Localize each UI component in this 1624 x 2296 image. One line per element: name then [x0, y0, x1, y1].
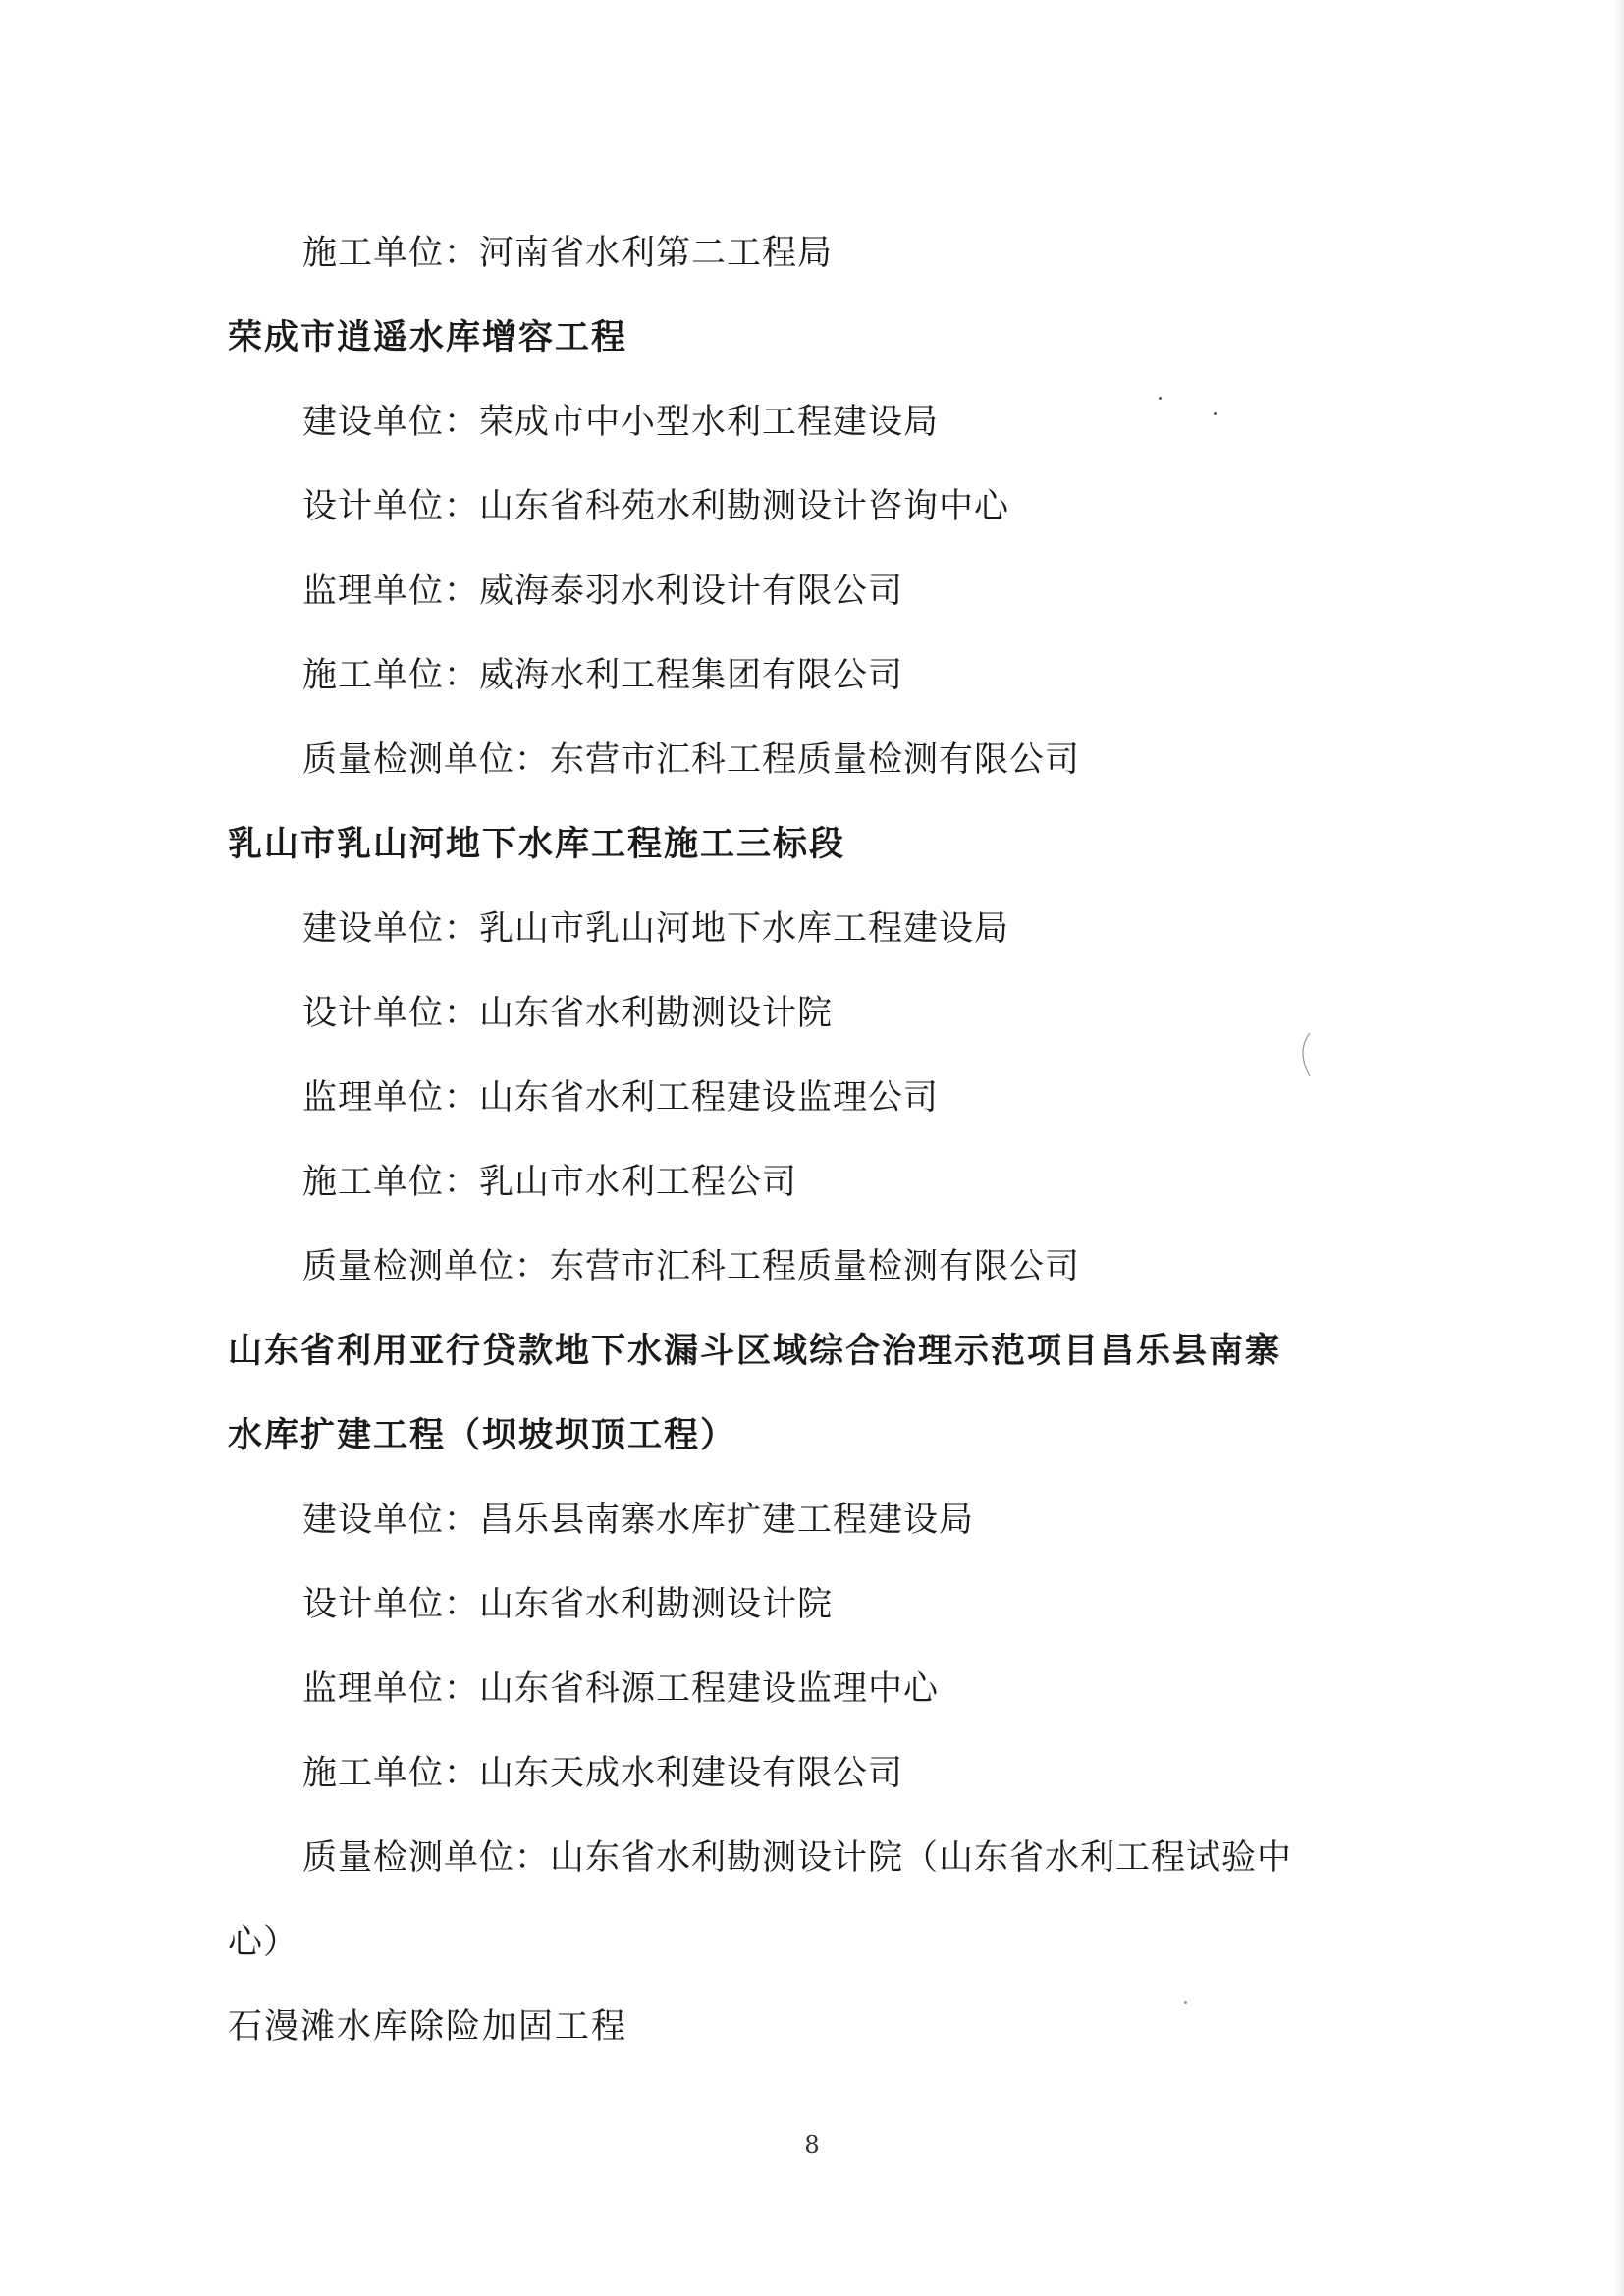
entry-value: 威海水利工程集团有限公司	[479, 656, 904, 695]
project-title: 荣成市逍遥水库增容工程	[228, 318, 628, 357]
entry-value: 昌乐县南寨水库扩建工程建设局	[479, 1501, 975, 1540]
entry-line	[228, 1225, 1386, 1309]
entry-value: 乳山市水利工程公司	[479, 1163, 798, 1202]
page-number: 8	[804, 2131, 820, 2159]
entry-value: 山东省水利工程建设监理公司	[479, 1078, 940, 1118]
entry-line	[228, 1816, 1386, 1900]
scan-speck	[1214, 412, 1217, 415]
entry-label: 建设单位：	[302, 1501, 480, 1540]
entry-line	[228, 211, 1386, 296]
entry-label: 监理单位：	[302, 1669, 480, 1709]
project-title-line-1: 山东省利用亚行贷款地下水漏斗区域综合治理示范项目昌乐县南寨	[228, 1332, 1282, 1371]
entry-label: 施工单位：	[302, 1163, 480, 1202]
entry-label: 监理单位：	[302, 572, 480, 611]
entry-value: 荣成市中小型水利工程建设局	[479, 403, 940, 442]
entry-label: 设计单位：	[302, 487, 480, 526]
entry-line	[228, 1056, 1386, 1140]
entry-line	[228, 887, 1386, 971]
scan-mark	[1294, 1031, 1314, 1080]
entry-value: 山东省水利勘测设计院	[479, 1585, 834, 1624]
entry-value: 东营市汇科工程质量检测有限公司	[550, 740, 1081, 780]
entry-line	[228, 1647, 1386, 1731]
entry-label: 监理单位：	[302, 1078, 480, 1118]
scan-edge-shadow	[1614, 0, 1624, 2296]
project-block	[228, 1309, 1386, 1985]
entry-label: 施工单位：	[302, 1754, 480, 1793]
entry-line	[228, 465, 1386, 549]
entry-label: 施工单位：	[302, 656, 480, 695]
entry-label: 设计单位：	[302, 1585, 480, 1624]
entry-line	[228, 633, 1386, 718]
project-title: 乳山市乳山河地下水库工程施工三标段	[228, 825, 846, 864]
entry-label: 质量检测单位：	[302, 740, 551, 780]
entry-line	[228, 549, 1386, 633]
entry-label: 建设单位：	[302, 909, 480, 949]
project-title-line-2: 水库扩建工程（坝坡坝顶工程）	[228, 1416, 737, 1455]
entry-label: 质量检测单位：	[302, 1247, 551, 1286]
entry-line	[228, 1562, 1386, 1647]
project-title: 石漫滩水库除险加固工程	[228, 2007, 628, 2047]
entry-label: 设计单位：	[302, 994, 480, 1033]
entry-label: 建设单位：	[302, 403, 480, 442]
document-body	[228, 211, 1386, 2069]
entry-value: 河南省水利第二工程局	[479, 234, 834, 273]
project-block	[228, 296, 1386, 802]
entry-value: 乳山市乳山河地下水库工程建设局	[479, 909, 1010, 949]
entry-line	[228, 718, 1386, 802]
entry-value: 威海泰羽水利设计有限公司	[479, 572, 904, 611]
entry-line	[228, 1140, 1386, 1225]
entry-value: 山东省水利勘测设计院（山东省水利工程试验中	[550, 1838, 1293, 1878]
scan-speck	[1159, 397, 1162, 400]
entry-value: 山东天成水利建设有限公司	[479, 1754, 904, 1793]
entry-value-continuation: 心）	[228, 1923, 299, 1962]
entry-value: 山东省科源工程建设监理中心	[479, 1669, 940, 1709]
project-block	[228, 802, 1386, 1309]
entry-label: 施工单位：	[302, 234, 480, 273]
entry-line	[228, 380, 1386, 465]
entry-line	[228, 971, 1386, 1056]
entry-value: 山东省水利勘测设计院	[479, 994, 834, 1033]
project-block	[228, 1985, 1386, 2069]
entry-label: 质量检测单位：	[302, 1838, 551, 1878]
scan-speck	[1184, 2001, 1187, 2004]
entry-line	[228, 1731, 1386, 1816]
entry-value: 东营市汇科工程质量检测有限公司	[550, 1247, 1081, 1286]
entry-value: 山东省科苑水利勘测设计咨询中心	[479, 487, 1010, 526]
entry-line	[228, 1478, 1386, 1562]
